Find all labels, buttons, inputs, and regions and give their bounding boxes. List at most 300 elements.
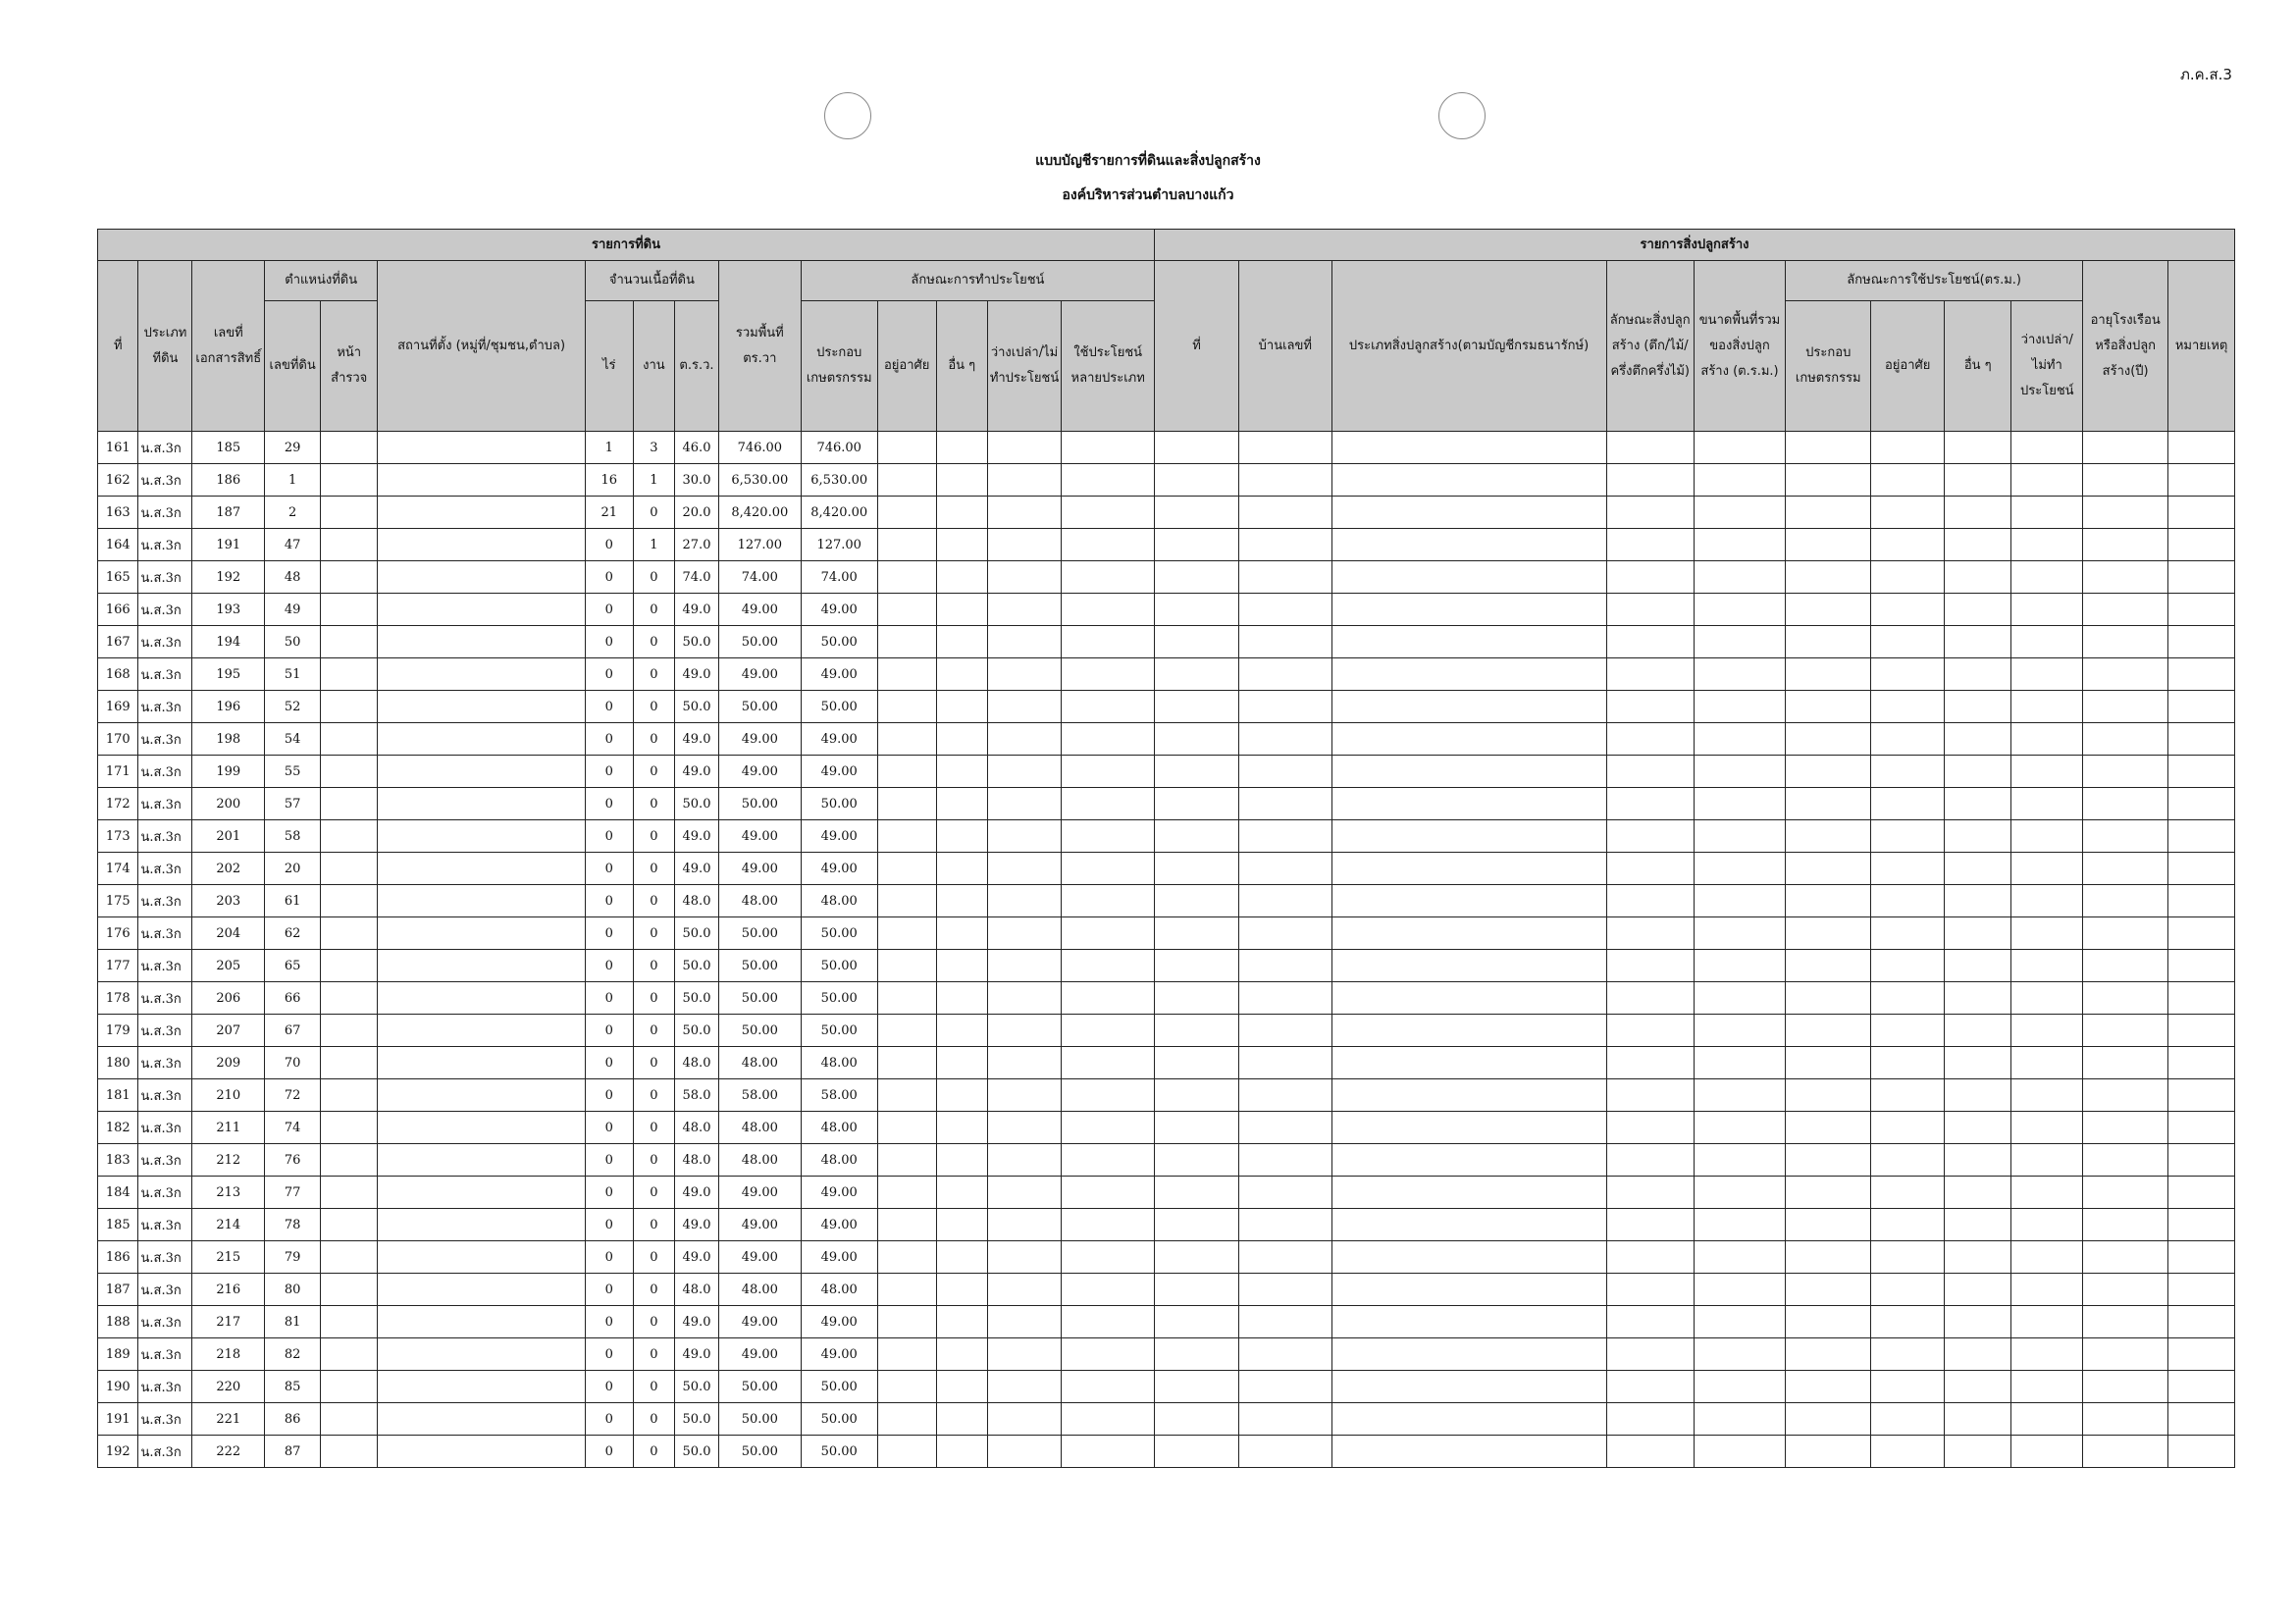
row-doc-no: 216 [192,1274,265,1306]
row-residence [877,950,936,982]
row-b-residence [1871,1015,1945,1047]
row-b-vacant [2011,1112,2083,1144]
row-rai: 0 [585,1338,633,1371]
row-building-type [1331,529,1606,561]
row-building-no [1154,691,1238,723]
row-agri: 127.00 [801,529,877,561]
table-row [98,529,2235,561]
row-no: 164 [98,529,138,561]
row-ngan: 0 [633,497,675,529]
table-row [98,1338,2235,1371]
row-doc-type: น.ส.3ก [138,885,192,917]
row-residence [877,1436,936,1468]
table-row [98,917,2235,950]
row-remark [2168,1177,2235,1209]
row-building-type [1331,1436,1606,1468]
row-rai: 0 [585,1144,633,1177]
row-building-no [1154,432,1238,464]
row-residence [877,658,936,691]
row-no: 180 [98,1047,138,1079]
row-land-no: 54 [265,723,321,756]
row-doc-type: น.ส.3ก [138,1371,192,1403]
row-residence [877,917,936,950]
row-building-no [1154,1112,1238,1144]
row-survey-page [321,626,378,658]
row-total-area: 6,530.00 [718,464,801,497]
row-b-residence [1871,982,1945,1015]
row-survey-page [321,1241,378,1274]
row-multi [1062,1015,1155,1047]
row-residence [877,820,936,853]
row-land-no: 58 [265,820,321,853]
row-no: 186 [98,1241,138,1274]
row-vacant [987,464,1062,497]
row-other [936,1177,987,1209]
row-b-agri [1786,885,1871,917]
row-land-no: 77 [265,1177,321,1209]
row-land-no: 70 [265,1047,321,1079]
row-building-size [1694,626,1785,658]
row-building-size [1694,950,1785,982]
row-survey-page [321,820,378,853]
table-row [98,1112,2235,1144]
row-b-other [1945,1241,2011,1274]
row-building-age [2083,1436,2168,1468]
row-other [936,1144,987,1177]
row-building-age [2083,1209,2168,1241]
row-total-area: 48.00 [718,1047,801,1079]
row-doc-type: น.ส.3ก [138,594,192,626]
row-land-no: 62 [265,917,321,950]
row-building-style [1606,1338,1694,1371]
row-location [378,788,586,820]
row-doc-type: น.ส.3ก [138,723,192,756]
row-b-agri [1786,1274,1871,1306]
row-other [936,464,987,497]
row-b-residence [1871,1403,1945,1436]
row-building-type [1331,1144,1606,1177]
col-building-type: ประเภทสิ่งปลูกสร้าง(ตามบัญชีกรมธนารักษ์) [1331,261,1606,432]
row-no: 179 [98,1015,138,1047]
row-land-no: 61 [265,885,321,917]
row-b-other [1945,691,2011,723]
row-building-size [1694,1241,1785,1274]
row-survey-page [321,1274,378,1306]
row-b-agri [1786,691,1871,723]
row-building-no [1154,1436,1238,1468]
row-agri: 49.00 [801,853,877,885]
row-building-style [1606,1177,1694,1209]
row-ngan: 0 [633,1015,675,1047]
row-total-area: 50.00 [718,1403,801,1436]
row-building-style [1606,982,1694,1015]
row-doc-type: น.ส.3ก [138,497,192,529]
row-doc-type: น.ส.3ก [138,1274,192,1306]
row-b-residence [1871,820,1945,853]
row-no: 173 [98,820,138,853]
row-building-size [1694,1112,1785,1144]
row-building-size [1694,982,1785,1015]
row-other [936,1338,987,1371]
table-row [98,1403,2235,1436]
row-building-type [1331,1112,1606,1144]
row-building-size [1694,853,1785,885]
row-building-age [2083,853,2168,885]
row-building-no [1154,1177,1238,1209]
row-wah: 49.0 [675,820,719,853]
col-b-residence: อยู่อาศัย [1871,301,1945,432]
row-location [378,1274,586,1306]
row-total-area: 49.00 [718,1338,801,1371]
row-doc-type: น.ส.3ก [138,561,192,594]
row-b-vacant [2011,497,2083,529]
row-other [936,658,987,691]
row-b-vacant [2011,1015,2083,1047]
row-doc-no: 205 [192,950,265,982]
col-building-age: อายุโรงเรือนหรือสิ่งปลูกสร้าง(ปี) [2083,261,2168,432]
row-building-no [1154,950,1238,982]
row-b-vacant [2011,432,2083,464]
row-b-residence [1871,1112,1945,1144]
row-building-type [1331,756,1606,788]
row-doc-type: น.ส.3ก [138,820,192,853]
row-agri: 49.00 [801,1177,877,1209]
row-total-area: 48.00 [718,1144,801,1177]
document-title: แบบบัญชีรายการที่ดินและสิ่งปลูกสร้าง [1035,153,1261,169]
row-building-type [1331,1177,1606,1209]
row-building-no [1154,1241,1238,1274]
row-location [378,756,586,788]
row-building-style [1606,1241,1694,1274]
row-land-no: 55 [265,756,321,788]
row-b-residence [1871,1306,1945,1338]
row-no: 184 [98,1177,138,1209]
row-b-other [1945,1436,2011,1468]
row-rai: 0 [585,1209,633,1241]
table-row [98,1274,2235,1306]
row-wah: 50.0 [675,1403,719,1436]
row-other [936,1241,987,1274]
row-building-style [1606,594,1694,626]
row-b-other [1945,594,2011,626]
row-no: 172 [98,788,138,820]
row-wah: 49.0 [675,756,719,788]
row-no: 183 [98,1144,138,1177]
row-b-agri [1786,950,1871,982]
table-row [98,1241,2235,1274]
row-vacant [987,723,1062,756]
row-multi [1062,626,1155,658]
col-doc-no: เลขที่เอกสารสิทธิ์ [192,261,265,432]
row-b-other [1945,497,2011,529]
row-wah: 48.0 [675,885,719,917]
row-b-residence [1871,917,1945,950]
row-building-style [1606,658,1694,691]
row-agri: 58.00 [801,1079,877,1112]
row-building-size [1694,529,1785,561]
row-building-type [1331,853,1606,885]
row-b-vacant [2011,529,2083,561]
row-b-other [1945,788,2011,820]
row-house-no [1239,917,1331,950]
row-b-residence [1871,691,1945,723]
row-b-agri [1786,1047,1871,1079]
row-ngan: 0 [633,1436,675,1468]
row-total-area: 49.00 [718,853,801,885]
row-remark [2168,950,2235,982]
row-residence [877,885,936,917]
col-location: สถานที่ตั้ง (หมู่ที่/ชุมชน,ตำบล) [378,261,586,432]
col-house-no: บ้านเลขที่ [1239,261,1331,432]
row-doc-type: น.ส.3ก [138,1209,192,1241]
row-remark [2168,561,2235,594]
row-wah: 50.0 [675,1436,719,1468]
row-doc-type: น.ส.3ก [138,658,192,691]
row-building-style [1606,1274,1694,1306]
row-b-agri [1786,917,1871,950]
row-wah: 50.0 [675,950,719,982]
row-rai: 0 [585,982,633,1015]
row-vacant [987,820,1062,853]
row-location [378,561,586,594]
row-ngan: 0 [633,756,675,788]
row-b-other [1945,885,2011,917]
row-doc-type: น.ส.3ก [138,788,192,820]
row-building-no [1154,658,1238,691]
row-location [378,1112,586,1144]
row-vacant [987,1079,1062,1112]
row-building-age [2083,658,2168,691]
row-b-vacant [2011,756,2083,788]
row-building-size [1694,1209,1785,1241]
row-house-no [1239,1241,1331,1274]
row-location [378,1306,586,1338]
row-total-area: 50.00 [718,1015,801,1047]
row-rai: 0 [585,1306,633,1338]
row-total-area: 49.00 [718,1241,801,1274]
row-house-no [1239,1209,1331,1241]
row-survey-page [321,1047,378,1079]
form-code: ภ.ค.ส.3 [2180,66,2232,83]
row-building-size [1694,497,1785,529]
row-b-agri [1786,853,1871,885]
row-vacant [987,853,1062,885]
row-residence [877,1144,936,1177]
row-vacant [987,1112,1062,1144]
row-building-size [1694,1306,1785,1338]
row-building-age [2083,885,2168,917]
row-agri: 74.00 [801,561,877,594]
row-building-age [2083,1177,2168,1209]
row-wah: 58.0 [675,1079,719,1112]
row-wah: 49.0 [675,594,719,626]
row-building-no [1154,885,1238,917]
row-b-agri [1786,658,1871,691]
row-doc-no: 214 [192,1209,265,1241]
row-house-no [1239,756,1331,788]
row-other [936,885,987,917]
row-building-style [1606,1371,1694,1403]
row-other [936,982,987,1015]
row-building-no [1154,1209,1238,1241]
row-b-vacant [2011,1079,2083,1112]
row-doc-type: น.ส.3ก [138,1015,192,1047]
row-building-no [1154,756,1238,788]
row-vacant [987,1371,1062,1403]
row-no: 170 [98,723,138,756]
col-building-usage: ลักษณะการใช้ประโยชน์(ตร.ม.) [1786,261,2083,301]
row-residence [877,497,936,529]
row-multi [1062,1241,1155,1274]
row-b-other [1945,1371,2011,1403]
row-b-other [1945,1047,2011,1079]
table-row [98,1047,2235,1079]
row-total-area: 49.00 [718,1306,801,1338]
row-rai: 0 [585,853,633,885]
row-building-style [1606,1209,1694,1241]
row-land-no: 80 [265,1274,321,1306]
row-b-residence [1871,1079,1945,1112]
row-b-residence [1871,1209,1945,1241]
row-location [378,1079,586,1112]
row-survey-page [321,1144,378,1177]
row-house-no [1239,464,1331,497]
row-ngan: 0 [633,658,675,691]
row-location [378,1436,586,1468]
table-row [98,1015,2235,1047]
row-building-size [1694,788,1785,820]
row-agri: 49.00 [801,820,877,853]
row-building-style [1606,1144,1694,1177]
col-building-style: ลักษณะสิ่งปลูกสร้าง (ตึก/ไม้/ครึ่งตึกครึ่งไม้) [1606,261,1694,432]
row-total-area: 127.00 [718,529,801,561]
row-rai: 0 [585,820,633,853]
row-b-agri [1786,1241,1871,1274]
row-survey-page [321,497,378,529]
row-rai: 0 [585,885,633,917]
row-location [378,820,586,853]
table-row [98,788,2235,820]
row-doc-no: 217 [192,1306,265,1338]
row-remark [2168,1338,2235,1371]
table-row [98,1079,2235,1112]
punch-hole-left [824,92,871,139]
row-location [378,1241,586,1274]
row-building-type [1331,691,1606,723]
row-building-size [1694,1144,1785,1177]
row-ngan: 1 [633,464,675,497]
row-building-size [1694,1079,1785,1112]
row-house-no [1239,594,1331,626]
row-land-no: 67 [265,1015,321,1047]
row-building-type [1331,723,1606,756]
table-row [98,1144,2235,1177]
row-building-type [1331,1274,1606,1306]
row-b-agri [1786,464,1871,497]
row-location [378,950,586,982]
row-multi [1062,1306,1155,1338]
row-doc-no: 207 [192,1015,265,1047]
row-building-style [1606,626,1694,658]
row-remark [2168,594,2235,626]
row-rai: 0 [585,691,633,723]
row-building-age [2083,1403,2168,1436]
row-survey-page [321,691,378,723]
row-agri: 49.00 [801,658,877,691]
row-doc-type: น.ส.3ก [138,1047,192,1079]
row-other [936,691,987,723]
row-residence [877,1338,936,1371]
row-land-no: 51 [265,658,321,691]
row-doc-no: 212 [192,1144,265,1177]
row-survey-page [321,1112,378,1144]
row-location [378,1371,586,1403]
row-b-other [1945,464,2011,497]
row-vacant [987,432,1062,464]
row-b-residence [1871,658,1945,691]
row-location [378,1209,586,1241]
row-building-age [2083,561,2168,594]
row-b-other [1945,1209,2011,1241]
table-row [98,497,2235,529]
row-doc-no: 193 [192,594,265,626]
row-no: 168 [98,658,138,691]
row-vacant [987,1047,1062,1079]
row-building-style [1606,1112,1694,1144]
row-doc-type: น.ส.3ก [138,432,192,464]
row-residence [877,594,936,626]
row-rai: 0 [585,1015,633,1047]
row-house-no [1239,1338,1331,1371]
row-wah: 49.0 [675,1306,719,1338]
row-other [936,723,987,756]
row-b-other [1945,820,2011,853]
row-rai: 0 [585,723,633,756]
row-residence [877,1403,936,1436]
row-ngan: 0 [633,788,675,820]
row-doc-type: น.ส.3ก [138,691,192,723]
row-remark [2168,853,2235,885]
row-multi [1062,1209,1155,1241]
row-wah: 49.0 [675,853,719,885]
row-remark [2168,1144,2235,1177]
row-building-type [1331,1306,1606,1338]
row-survey-page [321,982,378,1015]
row-land-no: 82 [265,1338,321,1371]
row-remark [2168,1403,2235,1436]
row-residence [877,1306,936,1338]
row-ngan: 0 [633,1047,675,1079]
row-ngan: 0 [633,820,675,853]
row-land-no: 65 [265,950,321,982]
row-vacant [987,1209,1062,1241]
row-b-residence [1871,1436,1945,1468]
row-residence [877,1177,936,1209]
row-wah: 74.0 [675,561,719,594]
row-doc-no: 187 [192,497,265,529]
row-b-other [1945,917,2011,950]
row-remark [2168,1274,2235,1306]
row-building-no [1154,723,1238,756]
row-no: 190 [98,1371,138,1403]
row-building-size [1694,1015,1785,1047]
col-survey-page: หน้าสำรวจ [321,301,378,432]
table-row [98,464,2235,497]
row-remark [2168,982,2235,1015]
row-remark [2168,691,2235,723]
row-wah: 49.0 [675,1209,719,1241]
row-total-area: 49.00 [718,658,801,691]
